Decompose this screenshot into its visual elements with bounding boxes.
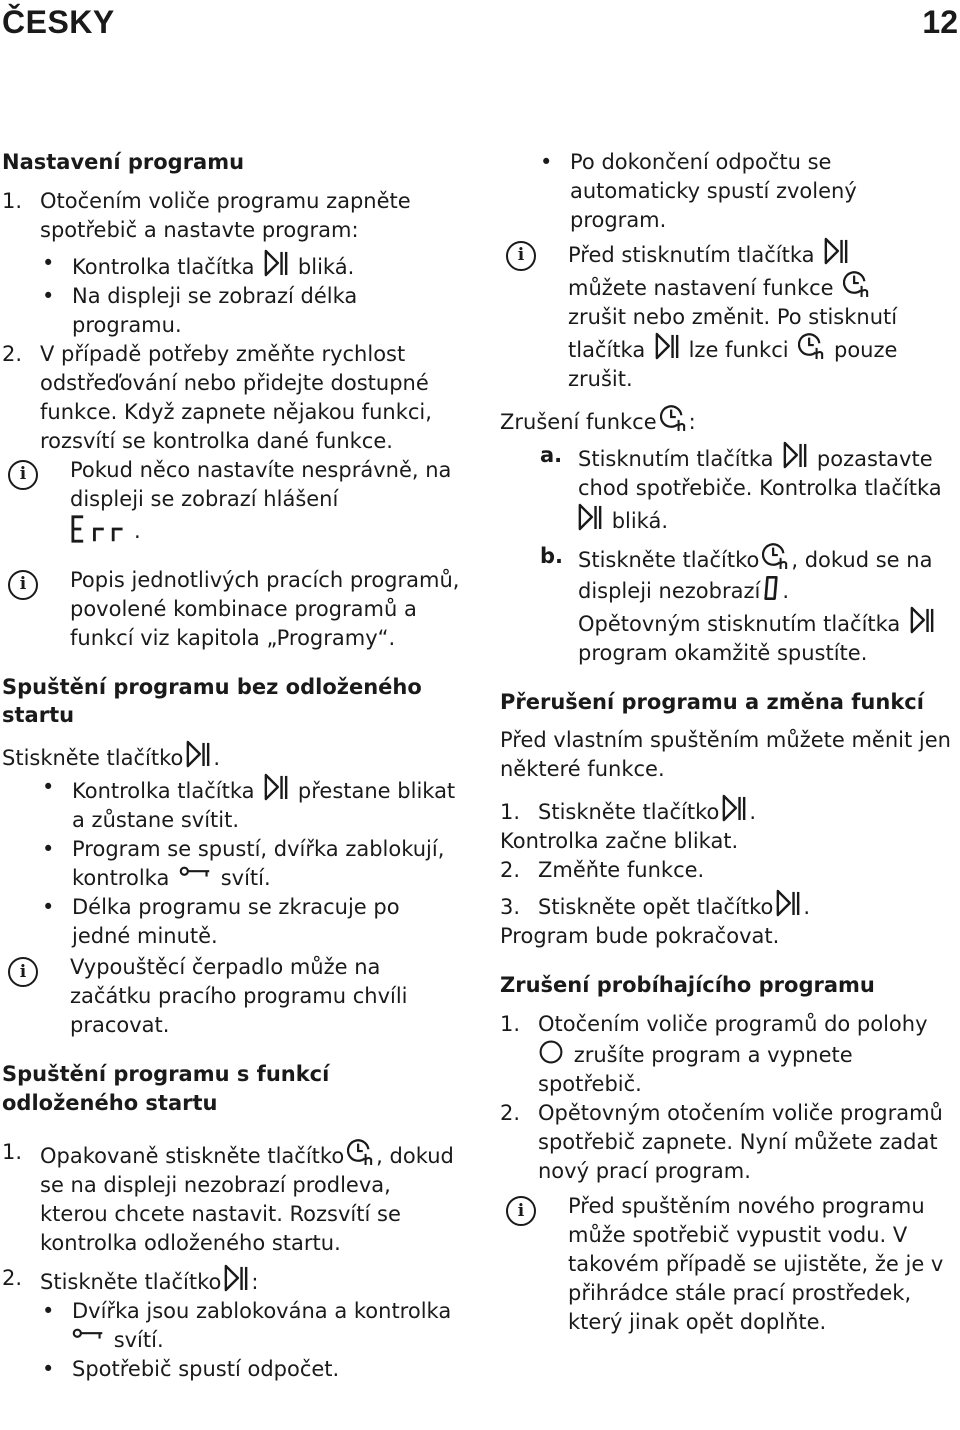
start-pause-icon bbox=[722, 794, 746, 822]
page-number: 12 bbox=[922, 4, 958, 40]
info-note bbox=[2, 953, 462, 1040]
step-text: . bbox=[803, 895, 811, 920]
bullet-list bbox=[2, 773, 462, 951]
step-number: 1. bbox=[2, 188, 23, 213]
list-item bbox=[2, 1355, 462, 1384]
bullet-list bbox=[500, 148, 958, 235]
sub-step-text: . bbox=[782, 578, 790, 603]
sub-step-text: Opětovným stisknutím tlačítka bbox=[578, 611, 901, 636]
step-number: 2. bbox=[500, 1101, 521, 1126]
sub-step-text: program okamžitě spustíte. bbox=[578, 640, 868, 665]
step-number: 2. bbox=[2, 1265, 23, 1290]
step-2 bbox=[500, 856, 958, 885]
cancel-text: Zrušení funkce bbox=[500, 409, 657, 434]
step-1 bbox=[500, 1010, 958, 1099]
bullet-text: přestane blikat a zůstane svítit. bbox=[72, 779, 456, 833]
bullet-text: Délka programu se zkracuje po jedné minutě. bbox=[72, 895, 400, 949]
language-label: ČESKY bbox=[2, 4, 115, 40]
step-2 bbox=[2, 1264, 462, 1297]
step-3-line2: Program bude pokračovat. bbox=[500, 924, 780, 949]
sub-step-text: , dokud se na displeji nezobrazí bbox=[578, 547, 933, 603]
bullet-text: Program se spustí, dvířka zablokují, kontrolka bbox=[72, 837, 445, 891]
bullet-text: Po dokončení odpočtu se automaticky spustí zvolený program. bbox=[570, 150, 857, 232]
list-item bbox=[2, 835, 462, 893]
info-text: zrušit nebo změnit. Po stisknutí tlačítka bbox=[568, 304, 898, 362]
info-text: můžete nastavení funkce bbox=[568, 275, 834, 300]
sub-step-text: Stiskněte tlačítko bbox=[578, 547, 760, 572]
info-icon: i bbox=[8, 460, 38, 490]
step-text: . bbox=[749, 800, 757, 825]
lead-text: Před vlastním spuštěním můžete měnit jen některé funkce. bbox=[500, 728, 951, 782]
start-pause-icon bbox=[264, 773, 288, 801]
lead-text-part: Stiskněte tlačítko bbox=[2, 746, 184, 771]
step-1 bbox=[2, 1138, 462, 1258]
sub-step-text: bliká. bbox=[611, 508, 669, 533]
step-number: 2. bbox=[2, 341, 23, 366]
door-lock-key-icon bbox=[72, 1327, 104, 1343]
page-header bbox=[0, 0, 960, 44]
left-column bbox=[2, 148, 462, 1384]
section-title-cancel-program: Zrušení probíhajícího programu bbox=[500, 973, 875, 998]
info-note bbox=[500, 1192, 958, 1337]
right-column bbox=[500, 148, 958, 1337]
sub-step-text: pozastavte chod spotřebiče. Kontrolka tlačítka bbox=[578, 446, 942, 500]
step-text: Opakovaně stiskněte tlačítko bbox=[40, 1144, 345, 1169]
off-position-icon bbox=[538, 1039, 564, 1065]
cancel-delay-heading bbox=[500, 404, 958, 437]
step-text: V případě potřeby změňte rychlost odstřeďování nebo přidejte dostupné funkce. Když zapnete nějakou funkci, rozsvítí se kontrolka dané funkce. bbox=[40, 341, 432, 453]
section-title-program-setting: Nastavení programu bbox=[2, 150, 245, 174]
lead-text-part: . bbox=[213, 746, 221, 771]
info-text: Před stisknutím tlačítka bbox=[568, 242, 815, 267]
bullet-list bbox=[2, 1297, 462, 1384]
info-note bbox=[2, 456, 462, 546]
bullet-text: Kontrolka tlačítka bbox=[72, 779, 255, 804]
start-pause-icon bbox=[655, 332, 679, 360]
step-text: , dokud se na displeji nezobrazí prodleva, kterou chcete nastavit. Rozsvítí se kontrolka odloženého startu. bbox=[40, 1144, 454, 1255]
step-text: zrušíte program a vypnete spotřebič. bbox=[538, 1043, 853, 1097]
start-pause-icon bbox=[224, 1264, 248, 1292]
info-icon: i bbox=[506, 241, 536, 271]
section-title-start-with-delay: Spuštění programu s funkcí odloženého startu bbox=[2, 1062, 330, 1116]
info-text: Vypouštěcí čerpadlo může na začátku pracího programu chvíli pracovat. bbox=[70, 955, 408, 1038]
step-text: Stiskněte tlačítko bbox=[40, 1269, 222, 1294]
sub-step-a bbox=[500, 441, 958, 536]
sub-step-text: Stisknutím tlačítka bbox=[578, 446, 774, 471]
step-text: Opětovným otočením voliče programů spotřebič zapnete. Nyní můžete zadat nový prací program. bbox=[538, 1101, 943, 1184]
info-icon: i bbox=[8, 957, 38, 987]
start-pause-icon bbox=[910, 606, 934, 634]
step-2 bbox=[2, 340, 462, 456]
step-2 bbox=[500, 1099, 958, 1186]
list-item bbox=[2, 773, 462, 835]
step-1 bbox=[2, 187, 462, 245]
info-text: Před spuštěním nového programu může spotřebič vypustit vodu. V takovém případě se ujistěte, že je v přihrádce stále prací prostředek, který jinak opět doplňte. bbox=[568, 1194, 944, 1334]
zero-display-icon bbox=[763, 575, 779, 601]
start-pause-icon bbox=[186, 740, 210, 768]
info-text: Popis jednotlivých pracích programů, povolené kombinace programů a funkcí viz kapitola „Programy“. bbox=[70, 567, 460, 650]
delay-start-icon bbox=[660, 404, 686, 432]
step-text: Otočením voliče programů do polohy bbox=[538, 1012, 928, 1037]
bullet-text: svítí. bbox=[113, 1327, 164, 1352]
start-pause-icon bbox=[776, 889, 800, 917]
sub-step-letter: b. bbox=[540, 543, 564, 568]
start-pause-icon bbox=[578, 503, 602, 531]
lead-text bbox=[2, 740, 462, 773]
section-title-pause-change: Přerušení programu a změna funkcí bbox=[500, 689, 924, 714]
list-item bbox=[500, 148, 958, 235]
bullet-text: Dvířka jsou zablokována a kontrolka bbox=[72, 1298, 452, 1323]
list-item bbox=[2, 249, 462, 282]
bullet-text: bliká. bbox=[297, 254, 355, 279]
start-pause-icon bbox=[824, 237, 848, 265]
step-1-line2: Kontrolka začne blikat. bbox=[500, 829, 739, 854]
start-pause-icon bbox=[264, 249, 288, 277]
step-text: Stiskněte opět tlačítko bbox=[538, 895, 774, 920]
bullet-text: Spotřebič spustí odpočet. bbox=[72, 1356, 340, 1381]
step-number: 2. bbox=[500, 858, 521, 883]
step-text: : bbox=[251, 1269, 259, 1294]
list-item bbox=[2, 893, 462, 951]
step-text: Otočením voliče programu zapněte spotřebič a nastavte program: bbox=[40, 188, 411, 242]
delay-start-icon bbox=[798, 332, 824, 360]
info-note bbox=[500, 237, 958, 394]
delay-start-icon bbox=[762, 542, 788, 570]
error-display-icon bbox=[70, 514, 132, 544]
step-text: Stiskněte tlačítko bbox=[538, 800, 720, 825]
info-text-end: . bbox=[134, 518, 141, 543]
step-3 bbox=[500, 889, 958, 922]
step-number: 3. bbox=[500, 895, 521, 920]
door-lock-key-icon bbox=[179, 865, 211, 881]
bullet-text: Na displeji se zobrazí délka programu. bbox=[72, 283, 358, 337]
bullet-text: Kontrolka tlačítka bbox=[72, 254, 255, 279]
info-note bbox=[2, 566, 462, 653]
start-pause-icon bbox=[783, 441, 807, 469]
info-text: lze funkci bbox=[688, 337, 789, 362]
step-1 bbox=[500, 794, 958, 827]
bullet-text: svítí. bbox=[220, 866, 271, 891]
bullet-list bbox=[2, 249, 462, 340]
step-number: 1. bbox=[2, 1140, 23, 1165]
sub-step-b bbox=[500, 542, 958, 668]
info-icon: i bbox=[8, 570, 38, 600]
list-item bbox=[2, 282, 462, 340]
cancel-text: : bbox=[688, 409, 696, 434]
delay-start-icon bbox=[843, 270, 869, 298]
info-icon: i bbox=[506, 1196, 536, 1226]
list-item bbox=[2, 1297, 462, 1355]
delay-start-icon bbox=[347, 1138, 373, 1166]
section-title-start-no-delay: Spuštění programu bez odloženého startu bbox=[2, 674, 422, 728]
info-text: pouze zrušit. bbox=[568, 337, 898, 391]
step-number: 1. bbox=[500, 1012, 521, 1037]
sub-step-letter: a. bbox=[540, 442, 563, 467]
info-text: Pokud něco nastavíte nesprávně, na displeji se zobrazí hlášení bbox=[70, 457, 452, 511]
step-text: Změňte funkce. bbox=[538, 858, 705, 883]
step-number: 1. bbox=[500, 800, 521, 825]
